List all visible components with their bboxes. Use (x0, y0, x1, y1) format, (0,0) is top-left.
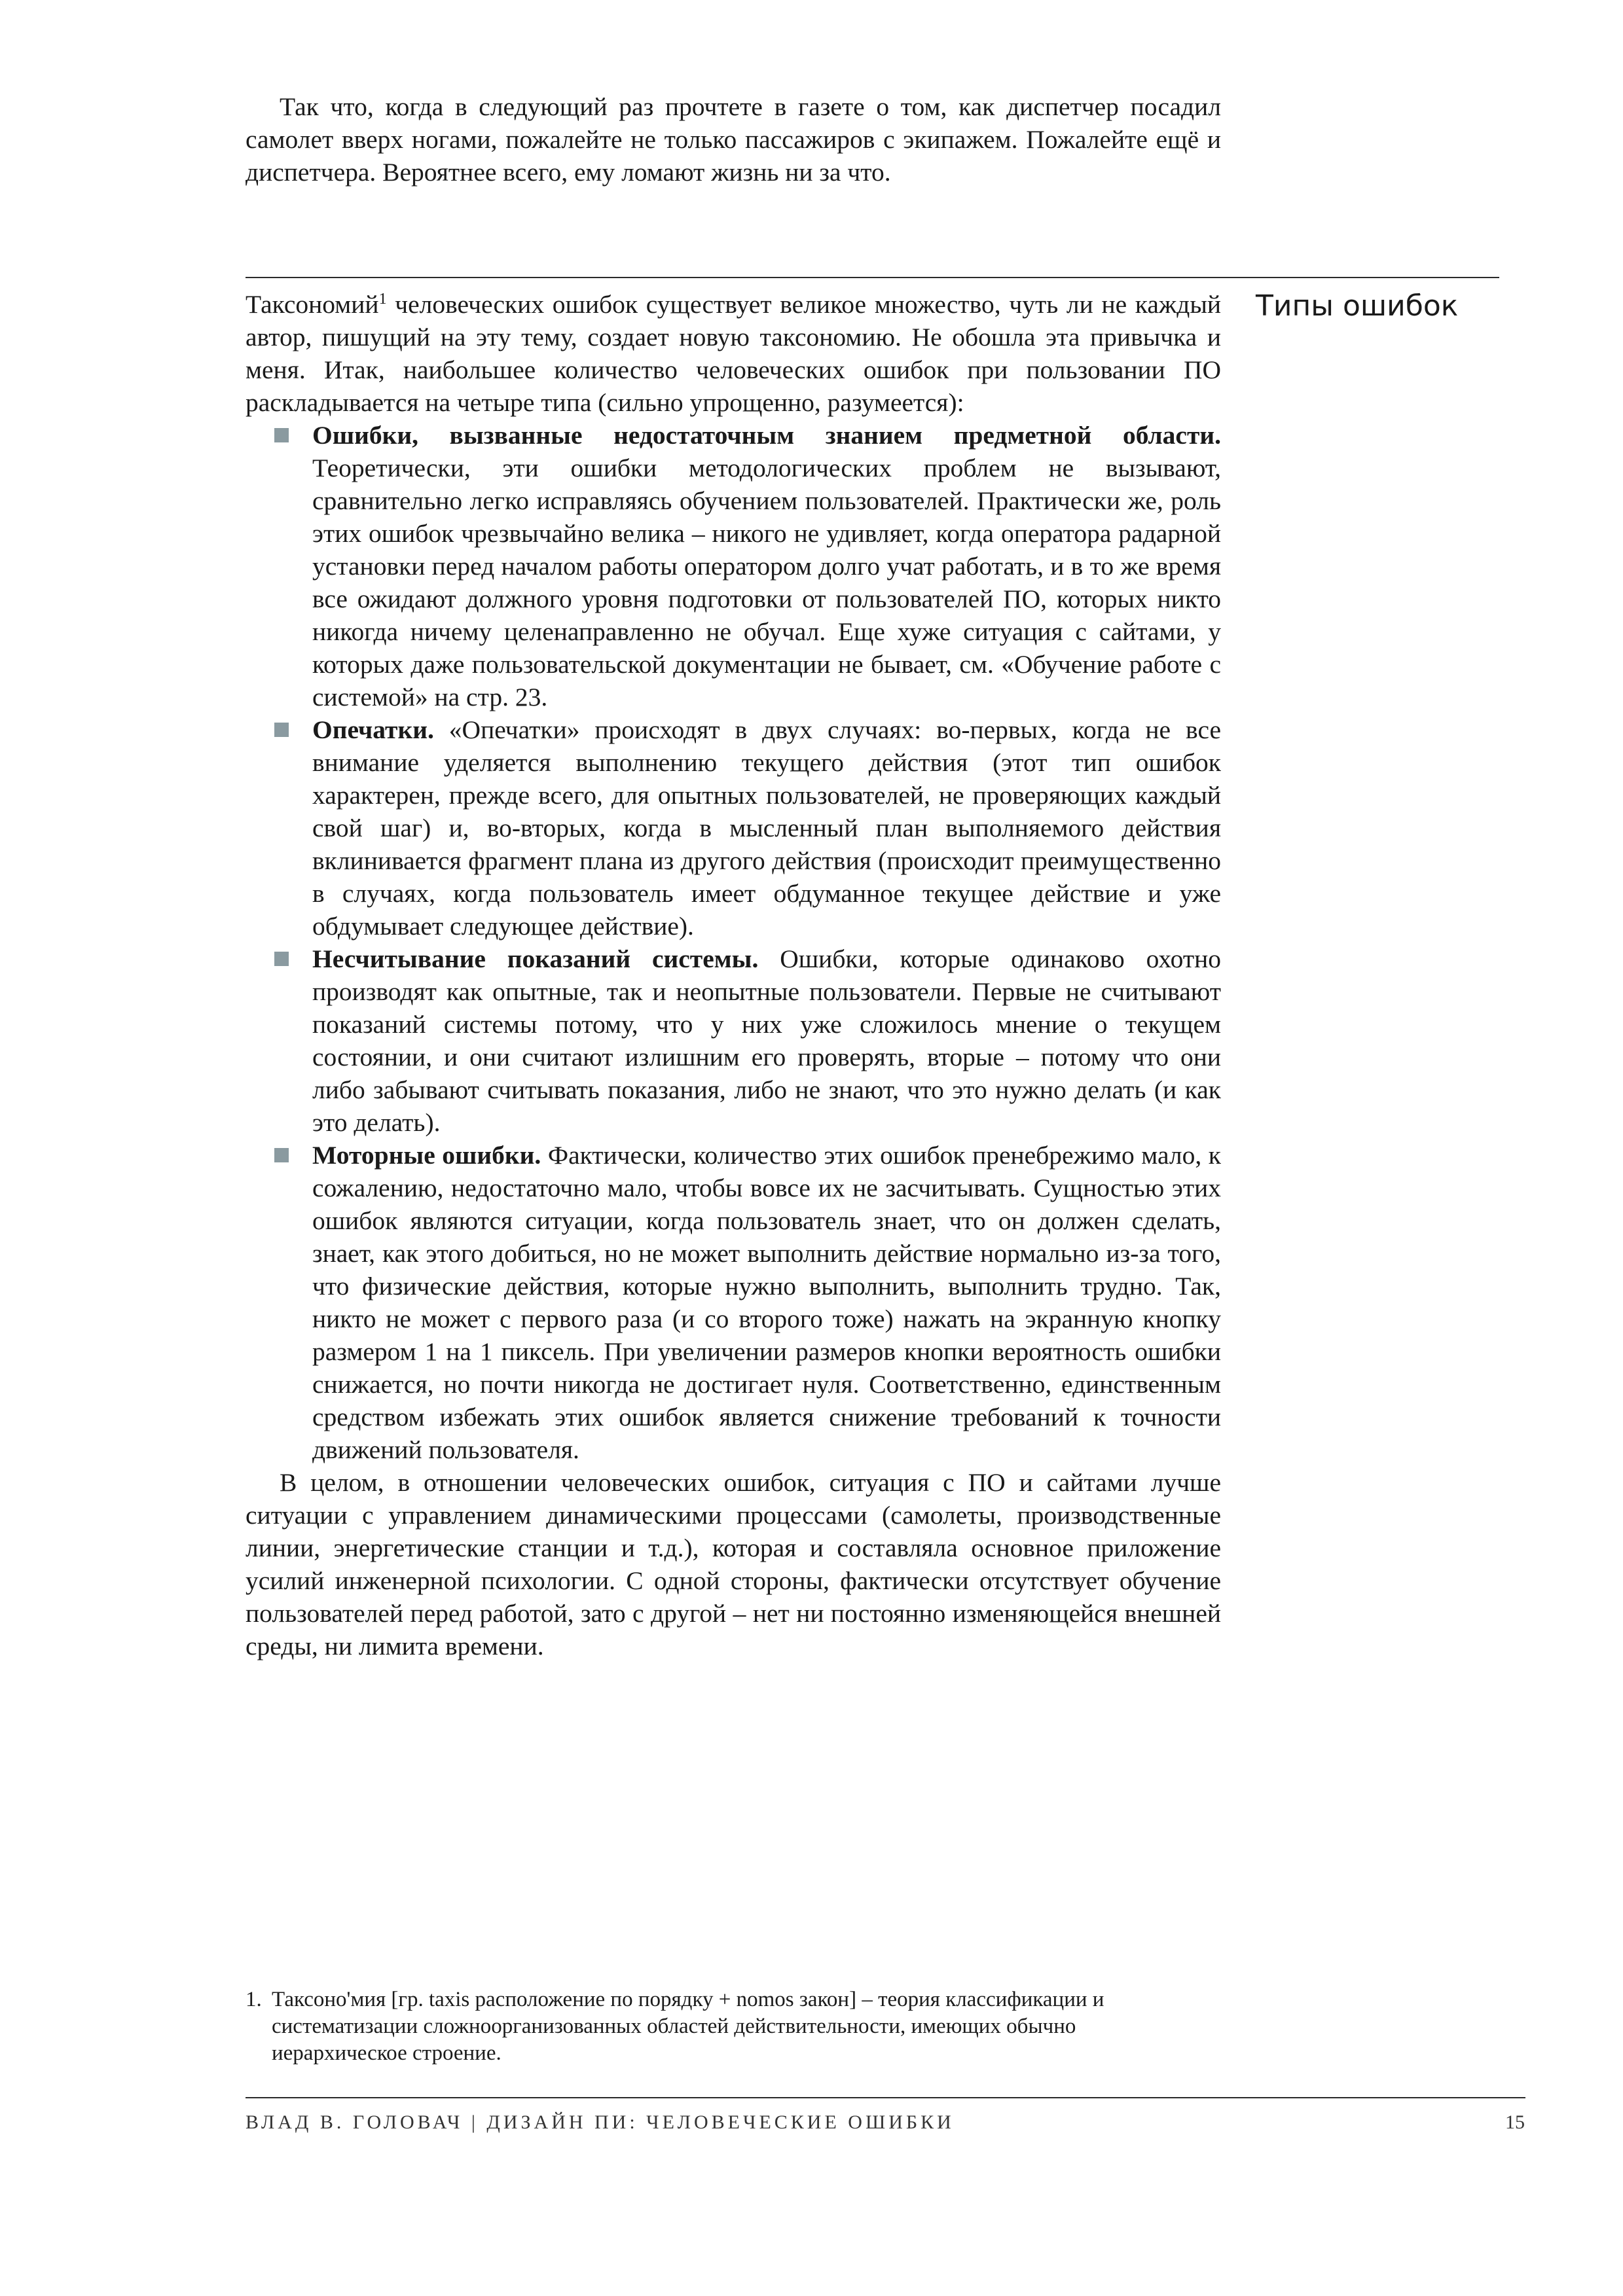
list-item-title: Несчитывание показаний системы. (312, 944, 759, 973)
list-item-title: Ошибки, вызванные недостаточным знанием предметной области. (312, 421, 1221, 450)
side-heading: Типы ошибок (1256, 289, 1459, 323)
footnote-number: 1. (246, 1988, 262, 2011)
section-body (246, 288, 1221, 1662)
footnote (246, 1986, 1214, 2067)
list-item-text: Теоретически, эти ошибки методологических проблем не вызывают, сравнительно легко исправляясь обучением пользователей. Практически же, роль этих ошибок чрезвычайно велика – никого не удивляет, когда оператора радарной установки перед началом работы оператором долго учат работать, и в то же время все ожидают должного уровня подготовки от пользователей ПО, которых никто никогда ничему целенаправленно не обучал. Еще хуже ситуация с сайтами, у которых даже пользовательской документации не бывает, см. «Обучение работе с системой» на стр. 23. (312, 454, 1221, 711)
footnote-ref: 1 (378, 291, 387, 308)
square-bullet-icon (274, 1148, 289, 1162)
list-item-text: Ошибки, которые одинаково охотно производят как опытные, так и неопытные пользователи. Первые не считывают показаний системы потому, что у них уже сложилось мнение о текущем состоянии, и они считают излишним его проверять, вторые – потому что они либо забывают считывать показания, либо не знают, что это нужно делать (и как это делать). (312, 944, 1221, 1137)
list-item-motor-errors (312, 1139, 1221, 1466)
list-item-domain-knowledge (312, 419, 1221, 713)
closing-paragraph: В целом, в отношении человеческих ошибок, ситуация с ПО и сайтами лучше ситуации с управлением динамическими процессами (самолеты, производственные линии, энергетические станции и т.д.), которая и составляла основное приложение усилий инженерной психологии. С одной стороны, фактически отсутствует обучение пользователей перед работой, зато с другой – нет ни постоянно изменяющейся внешней среды, ни лимита времени. (246, 1468, 1221, 1660)
intro-paragraph: Так что, когда в следующий раз прочтете в газете о том, как диспетчер посадил самолет вверх ногами, пожалейте не только пассажиров с экипажем. Пожалейте ещё и диспетчера. Вероятнее всего, ему ломают жизнь ни за что. (246, 92, 1221, 187)
lead-before-ref: Таксономий (246, 290, 379, 319)
footer-rule (246, 2097, 1525, 2098)
square-bullet-icon (274, 723, 289, 737)
running-title: ВЛАД В. ГОЛОВАЧ | ДИЗАЙН ПИ: ЧЕЛОВЕЧЕСКИЕ ОШИБКИ (246, 2111, 955, 2133)
list-item-text: Фактически, количество этих ошибок пренебрежимо мало, к сожалению, недостаточно мало, чтобы вовсе их не засчитывать. Сущностью этих ошибок являются ситуации, когда пользователь знает, что он должен сделать, знает, как этого добиться, но не может выполнить действие нормально из-за того, что физические действия, которые нужно выполнить, выполнить трудно. Так, никто не может с первого раза (и со второго тоже) нажать на экранную кнопку размером 1 на 1 пиксель. При увеличении размеров кнопки вероятность ошибки снижается, но почти никогда не достигает нуля. Соответственно, единственным средством избежать этих ошибок является снижение требований к точности движений пользователя. (312, 1141, 1221, 1464)
lead-paragraph (246, 288, 1221, 419)
list-item-not-reading-state (312, 942, 1221, 1139)
list-item-title: Моторные ошибки. (312, 1141, 541, 1170)
list-item-text: «Опечатки» происходят в двух случаях: во-первых, когда не все внимание уделяется выполнению текущего действия (этот тип ошибок характерен, прежде всего, для опытных пользователей, не проверяющих каждый свой шаг) и, во-вторых, когда в мысленный план выполняемого действия вклинивается фрагмент плана из другого действия (происходит преимущественно в случаях, когда пользователь имеет обдуманное текущее действие и уже обдумывает следующее действие). (312, 715, 1221, 941)
list-item-title: Опечатки. (312, 715, 434, 744)
page-number: 15 (1505, 2111, 1525, 2133)
error-types-list (246, 419, 1221, 1466)
section-top-rule (246, 277, 1499, 278)
lead-after-ref: человеческих ошибок существует великое множество, чуть ли не каждый автор, пишущий на эту тему, создает новую таксономию. Не обошла эта привычка и меня. Итак, наибольшее количество человеческих ошибок при пользовании ПО раскладывается на четыре типа (сильно упрощенно, разумеется): (246, 290, 1221, 417)
footnote-text: Таксоно'мия [гр. taxis расположение по порядку + nomos закон] – теория классификации и систематизации сложноорганизованных областей действительности, имеющих обычно иерархическое строение. (272, 1988, 1104, 2065)
square-bullet-icon (274, 952, 289, 966)
list-item-typos (312, 713, 1221, 942)
square-bullet-icon (274, 428, 289, 442)
